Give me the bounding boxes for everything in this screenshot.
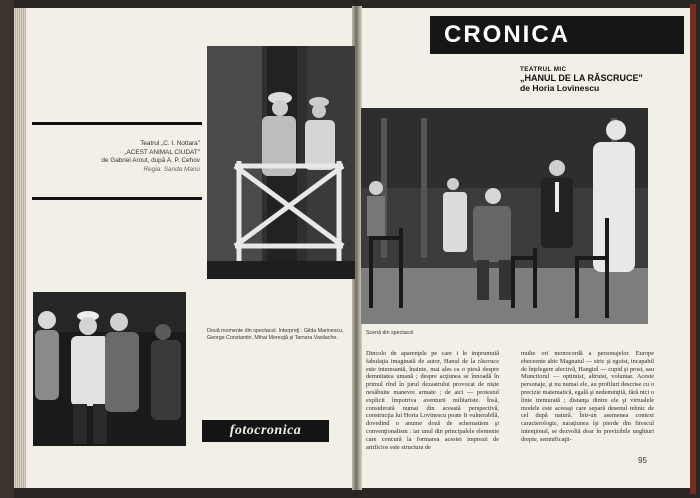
cronica-header: CRONICA [444,21,570,48]
credit-play: „ACEST ANIMAL CIUDAT" [124,148,200,156]
review-play: „HANUL DE LA RĂSCRUCE" [520,73,643,83]
review-column-2: multe ori monocordă a personajelor. Europe ebeceente abic Magnatul — stric şi egoist, incapabil de înţelegere afectivă, Hangiul — cupid şi prost, sau Muncitorul — optimist, altruist, voluntar. Aceste personaje, şi nu numai ele, au profiluri descrise cu o precizie matematică, egală şi nedeminţită, fără nici o linie tremurată ; distanţa dintre ele şi virtualele modele este aceeaşi care separă desenul tehnic de cel după natură. Într-un asemenea context caracterologic, naraţiunea îşi pierde din firescul intenţional, se dezvoltă doar în previzibile unghiuri drepte, semnificaţii- [521,350,654,443]
fotocronica-logo: fotocronica [202,420,329,442]
stage-photo-inn [361,108,648,324]
book-spine [0,0,14,498]
credit-direction: Regia: Sanda Manu [143,165,200,173]
credit-author: de Gabriel Arout, după A. P. Cehov [101,157,200,165]
review-theatre: TEATRUL MIC [520,66,567,73]
review-author: de Horia Lovinescu [520,83,600,93]
page-edges [14,8,26,488]
review-column-1: Dincolo de aparenţele pe care i le imprumută fabulaţia imaginată de autor, Hanul de la răscruce este interesantă, înainte, mai ales ca o piesă despre demnitatea umană ; despre acţiunea se înnoadă în primul rînd în jurul dezastrului provocat de niște nesăbuite manevre armate ; de aici — protestul explicit împotriva aventurii militariste. Însă, considerată numai din această perspectivă, construcţia lui Horia Lovinescu poate fi vulnerabilă, dovedind o anume doză de schematism şi convenţionalism : iar unul din principalele elemente care concură la formarea acestei impresii de artificios este structura de [366,350,499,451]
review-title-block [520,66,680,93]
stage-photo-soldier [33,292,186,446]
top-rule [32,122,202,125]
play-credit [40,140,200,174]
credit-theatre: Teatrul „C. I. Nottara" [140,140,200,147]
photo-caption: Două momente din spectacol. Interpreţi : Gilda Marinescu, George Constantin, Mihai Mereuţă şi Tamara Vasilache. [207,328,344,341]
page-number: 95 [638,456,647,465]
binding-edge [690,4,696,494]
bottom-rule [32,197,202,200]
stage-photo-fence [207,46,355,279]
scene-caption: Scenă din spectacol [366,330,414,336]
